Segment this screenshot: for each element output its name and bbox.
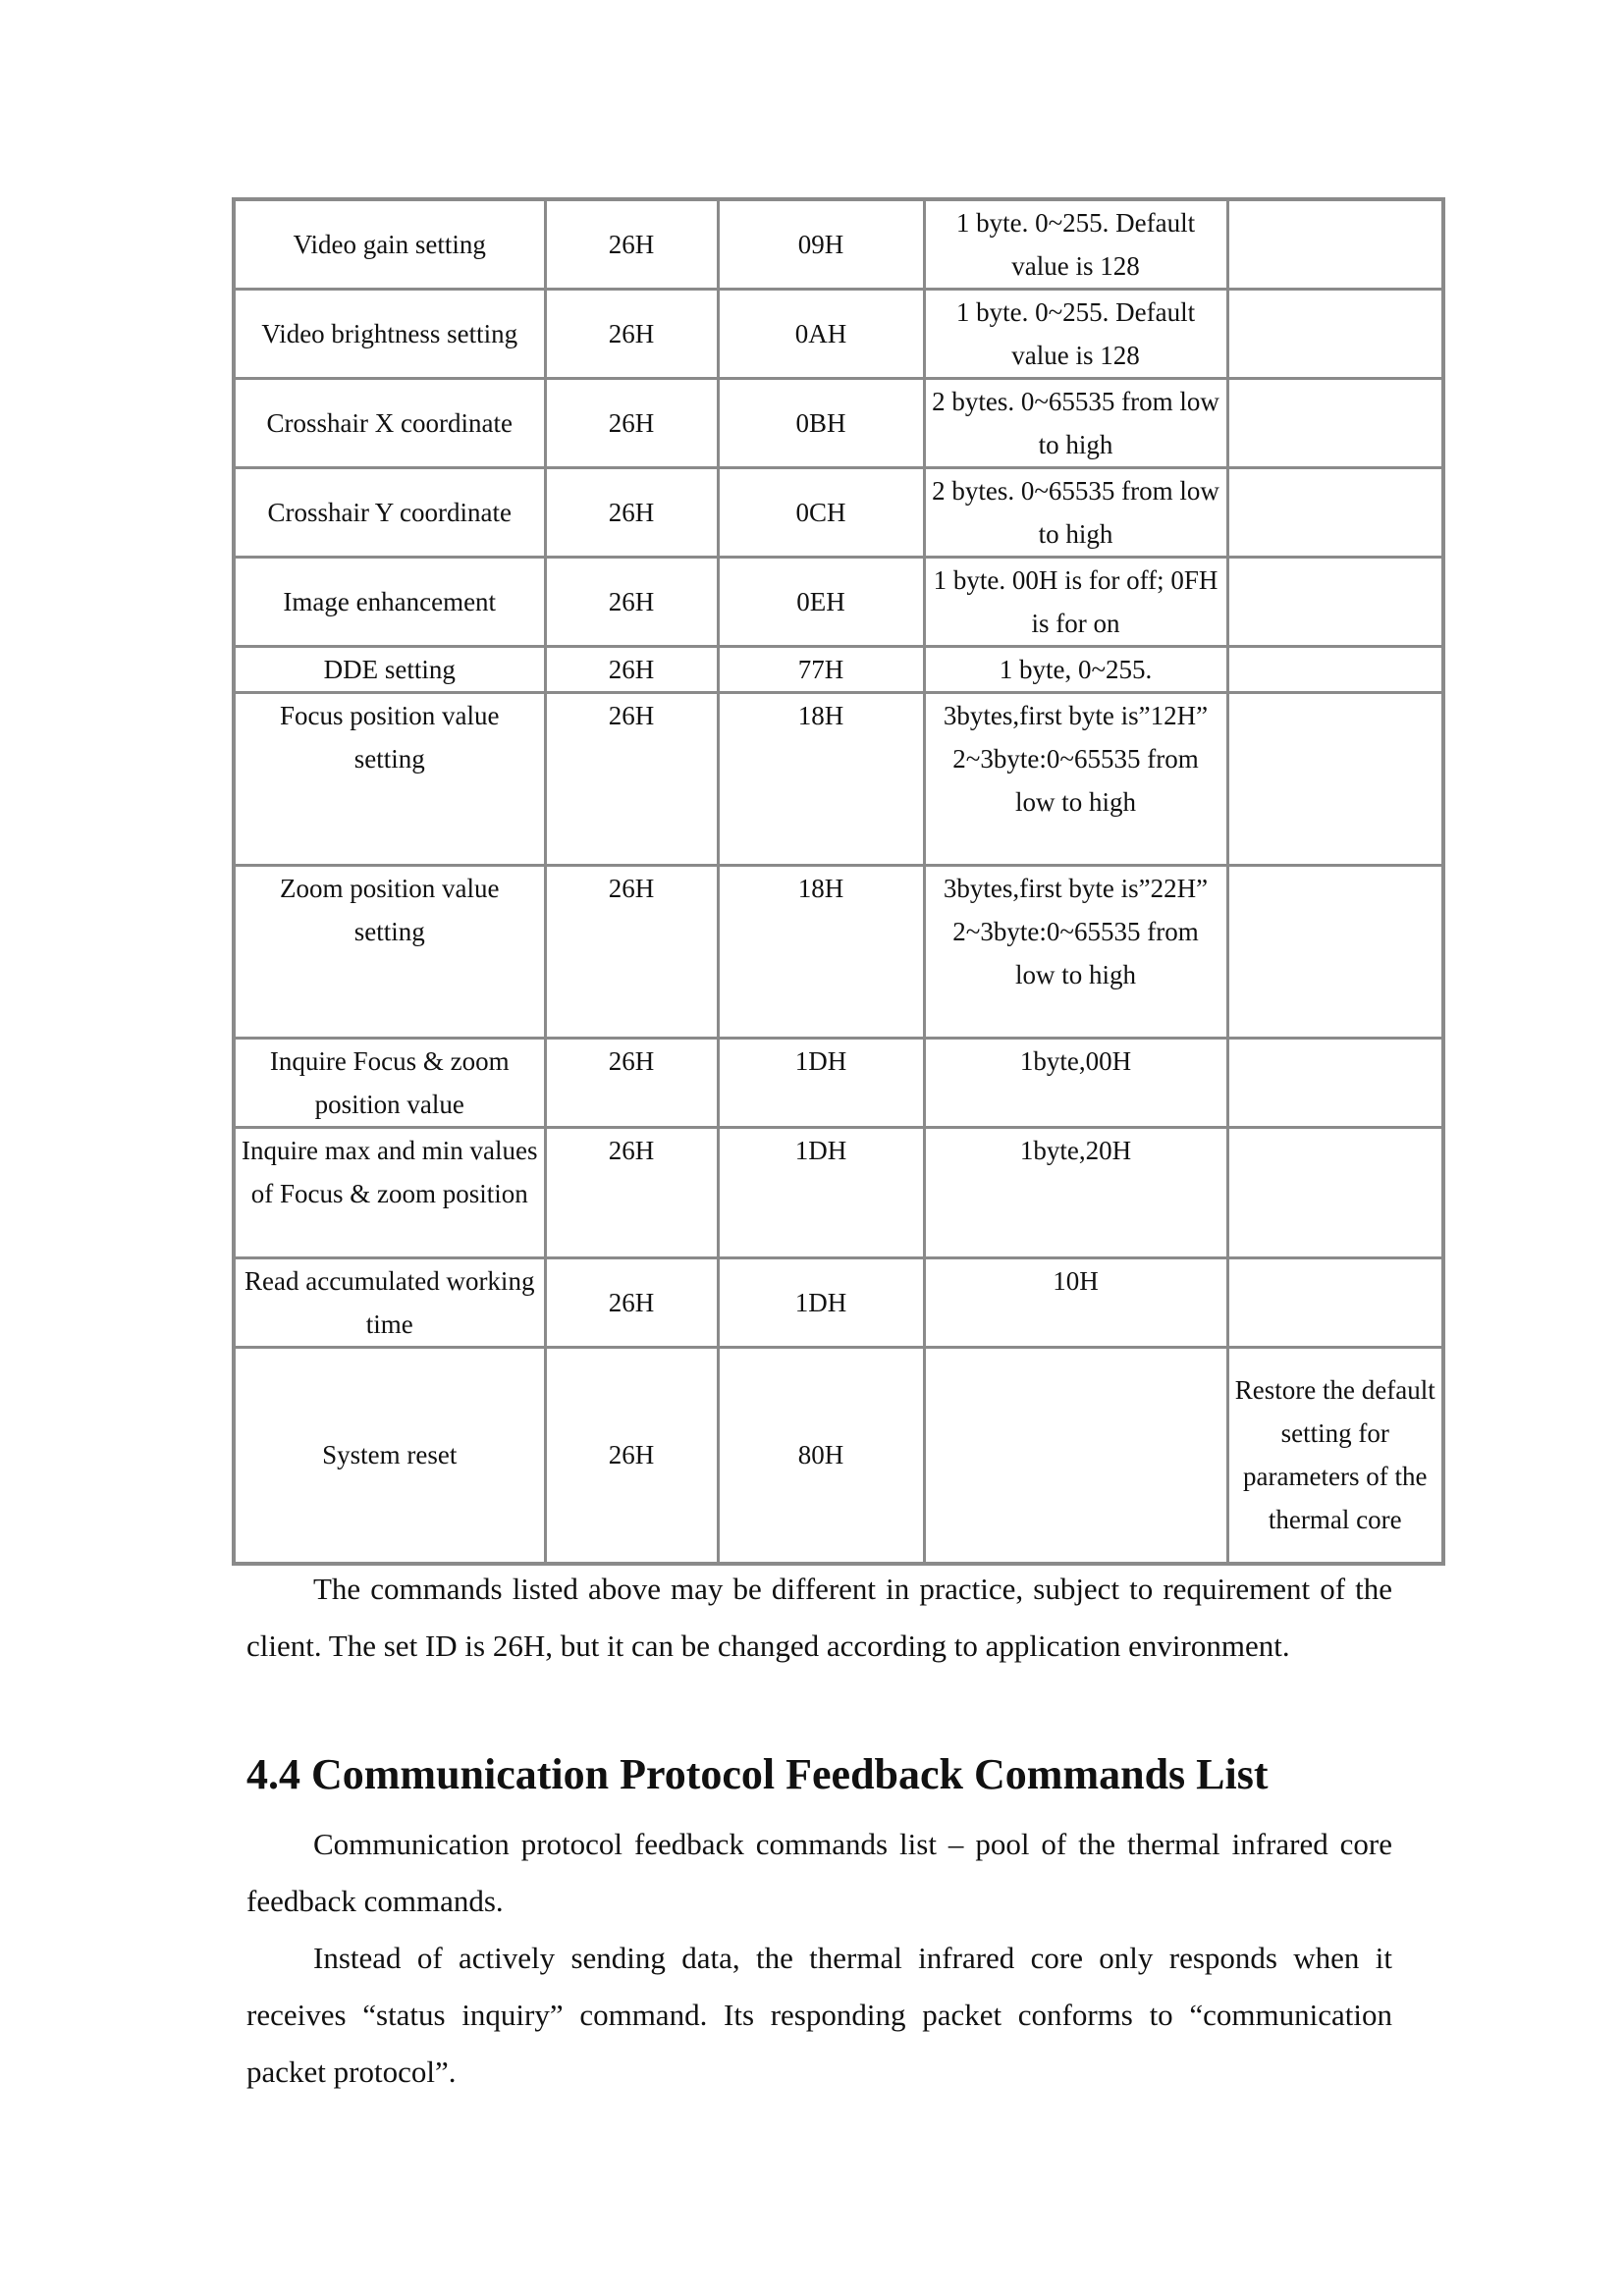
table-row <box>234 866 1443 1039</box>
table-row <box>234 647 1443 693</box>
command-table <box>232 197 1445 1566</box>
parameter-cell: 1byte,00H <box>924 1039 1227 1128</box>
command-name-cell: Crosshair Y coordinate <box>234 468 545 558</box>
command-name-cell: Read accumulated working time <box>234 1258 545 1348</box>
set-id-cell: 26H <box>545 290 718 379</box>
command-name-cell: System reset <box>234 1348 545 1564</box>
set-id-cell: 26H <box>545 1039 718 1128</box>
set-id-cell: 26H <box>545 693 718 866</box>
parameter-cell: 2 bytes. 0~65535 from low to high <box>924 379 1227 468</box>
command-name-cell: Crosshair X coordinate <box>234 379 545 468</box>
section-heading: 4.4 Communication Protocol Feedback Commands List <box>246 1750 1269 1798</box>
set-id-cell: 26H <box>545 558 718 647</box>
parameter-cell: 1 byte. 0~255. Default value is 128 <box>924 199 1227 290</box>
note-cell: Restore the default setting for parameters of the thermal core <box>1227 1348 1443 1564</box>
table-row <box>234 379 1443 468</box>
parameter-cell: 1 byte. 00H is for off; 0FH is for on <box>924 558 1227 647</box>
table-row <box>234 1348 1443 1564</box>
command-code-cell: 09H <box>718 199 924 290</box>
note-cell <box>1227 1128 1443 1258</box>
table-row <box>234 199 1443 290</box>
parameter-cell: 2 bytes. 0~65535 from low to high <box>924 468 1227 558</box>
set-id-cell: 26H <box>545 647 718 693</box>
note-cell <box>1227 290 1443 379</box>
parameter-cell: 3bytes,first byte is”12H” 2~3byte:0~65535 from low to high <box>924 693 1227 866</box>
command-code-cell: 77H <box>718 647 924 693</box>
command-name-cell: DDE setting <box>234 647 545 693</box>
set-id-cell: 26H <box>545 379 718 468</box>
command-name-cell: Video gain setting <box>234 199 545 290</box>
command-code-cell: 0CH <box>718 468 924 558</box>
command-name-cell: Focus position value setting <box>234 693 545 866</box>
set-id-cell: 26H <box>545 1258 718 1348</box>
command-code-cell: 0BH <box>718 379 924 468</box>
parameter-cell: 1 byte, 0~255. <box>924 647 1227 693</box>
set-id-cell: 26H <box>545 468 718 558</box>
command-code-cell: 18H <box>718 693 924 866</box>
parameter-cell: 1 byte. 0~255. Default value is 128 <box>924 290 1227 379</box>
table-row <box>234 468 1443 558</box>
command-code-cell: 1DH <box>718 1128 924 1258</box>
parameter-cell: 10H <box>924 1258 1227 1348</box>
set-id-cell: 26H <box>545 199 718 290</box>
table-row <box>234 290 1443 379</box>
command-code-cell: 0AH <box>718 290 924 379</box>
command-name-cell: Inquire Focus & zoom position value <box>234 1039 545 1128</box>
table-row <box>234 558 1443 647</box>
set-id-cell: 26H <box>545 1348 718 1564</box>
feedback-list-paragraph: Communication protocol feedback commands list – pool of the thermal infrared core feedback commands. <box>246 1827 1392 1918</box>
command-name-cell: Inquire max and min values of Focus & zoom position <box>234 1128 545 1258</box>
note-cell <box>1227 558 1443 647</box>
command-code-cell: 1DH <box>718 1039 924 1128</box>
table-row <box>234 693 1443 866</box>
note-cell <box>1227 1039 1443 1128</box>
parameter-cell <box>924 1348 1227 1564</box>
command-code-cell: 0EH <box>718 558 924 647</box>
parameter-cell: 3bytes,first byte is”22H” 2~3byte:0~65535 from low to high <box>924 866 1227 1039</box>
note-cell <box>1227 647 1443 693</box>
note-cell <box>1227 866 1443 1039</box>
note-cell <box>1227 379 1443 468</box>
command-code-cell: 1DH <box>718 1258 924 1348</box>
command-name-cell: Zoom position value setting <box>234 866 545 1039</box>
commands-note-paragraph: The commands listed above may be different in practice, subject to requirement of the client. The set ID is 26H, but it can be changed according to application environment. <box>246 1572 1392 1663</box>
note-cell <box>1227 468 1443 558</box>
command-name-cell: Video brightness setting <box>234 290 545 379</box>
note-cell <box>1227 693 1443 866</box>
table-row <box>234 1258 1443 1348</box>
set-id-cell: 26H <box>545 1128 718 1258</box>
note-cell <box>1227 1258 1443 1348</box>
set-id-cell: 26H <box>545 866 718 1039</box>
response-behavior-paragraph: Instead of actively sending data, the thermal infrared core only responds when it receives “status inquiry” command. Its responding packet conforms to “communication packet protocol”. <box>246 1941 1392 2089</box>
command-code-cell: 18H <box>718 866 924 1039</box>
command-code-cell: 80H <box>718 1348 924 1564</box>
note-cell <box>1227 199 1443 290</box>
command-name-cell: Image enhancement <box>234 558 545 647</box>
table-row <box>234 1128 1443 1258</box>
table-row <box>234 1039 1443 1128</box>
parameter-cell: 1byte,20H <box>924 1128 1227 1258</box>
